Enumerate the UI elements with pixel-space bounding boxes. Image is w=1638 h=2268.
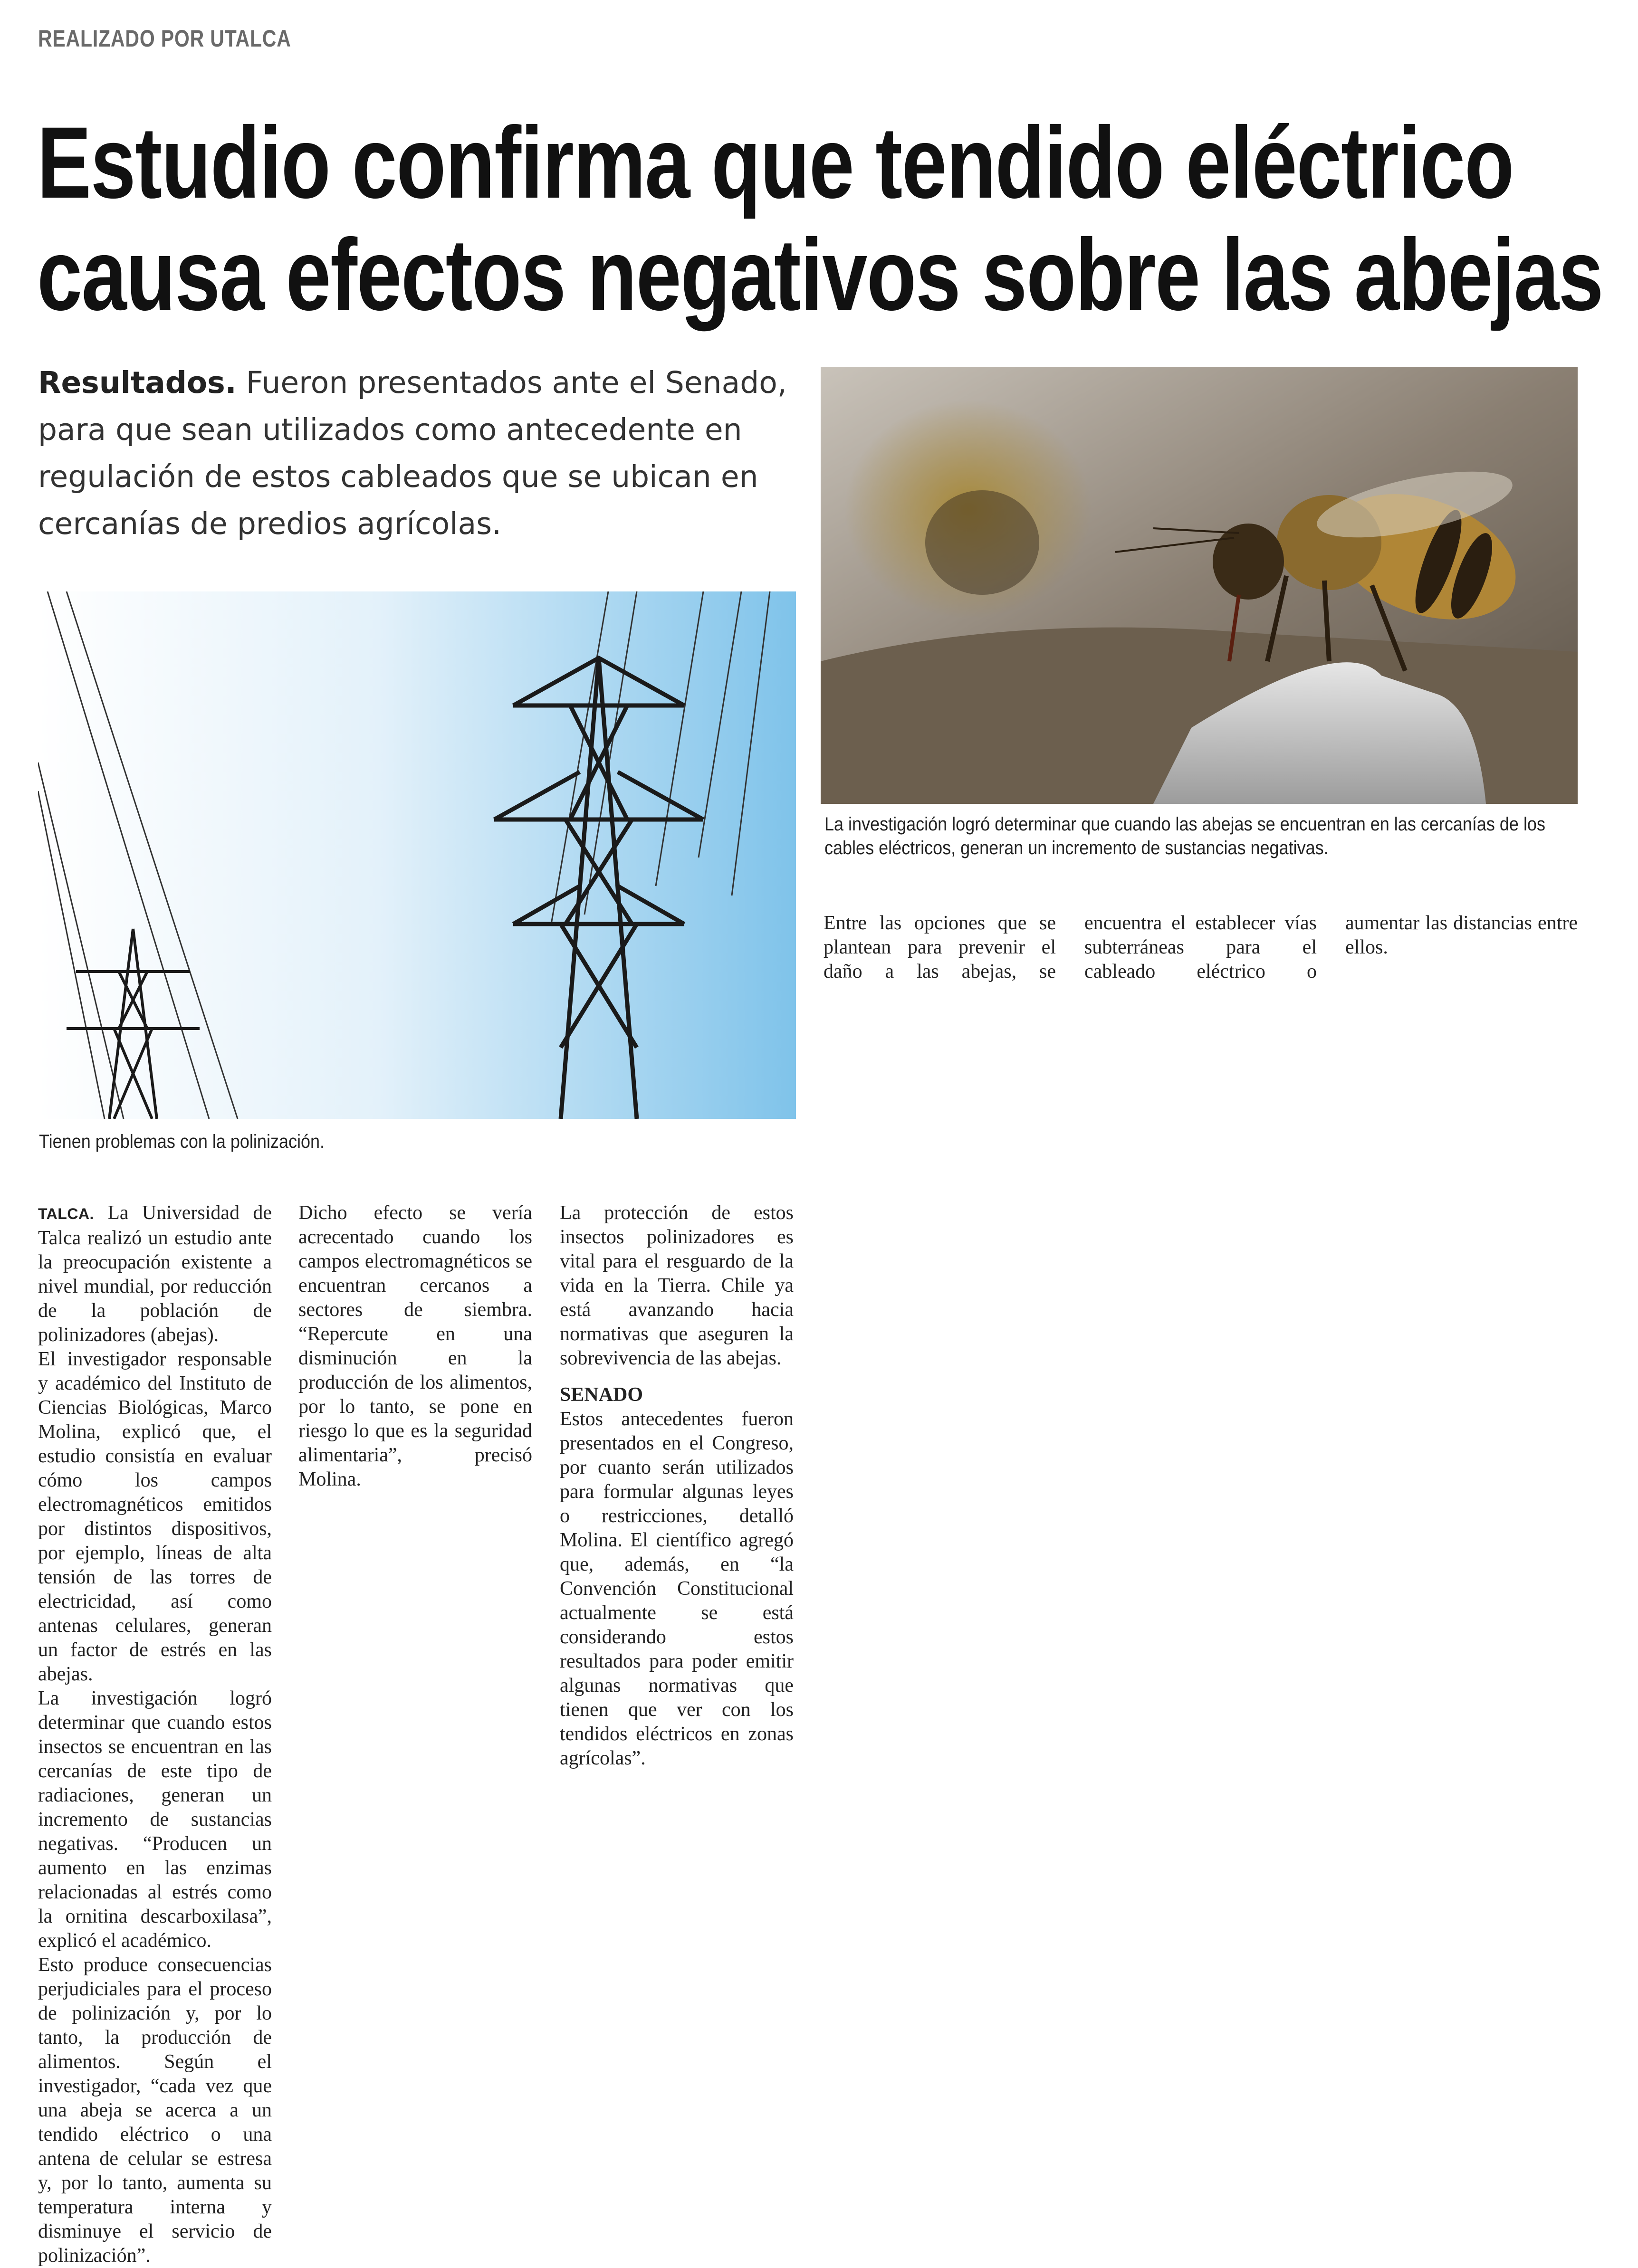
body-paragraph-4: Esto produce consecuencias perjudiciales para el proceso de polinización y, por lo tanto, la producción de alimentos. Según el investigador, “cada vez que una abeja se acerca a un tendido eléctrico o una antena de celular se estresa y, por lo tanto, aumenta su temperatura interna y disminuye el servicio de polinización”.	[38, 1954, 272, 2267]
lead-paragraph	[38, 359, 798, 547]
body-paragraph-6: La protección de estos insectos polinizadores es vital para el resguardo de la vida en la Tierra. Chile ya está avanzando hacia normativas que aseguren la sobrevivencia de las abejas.	[560, 1202, 794, 1369]
bees-illustration	[821, 367, 1578, 804]
dateline: TALCA.	[38, 1205, 94, 1222]
headline	[37, 106, 1603, 332]
body-paragraph-1: TALCA. La Universidad de Talca realizó un estudio ante la preocupación existente a nivel mundial, por reducción de la población de polinizadores (abejas).	[38, 1202, 272, 1346]
body-paragraph-8: Entre las opciones que se plantean para prevenir el daño a las abejas, se encuentra el establecer vías subterráneas para el cableado eléctrico o aumentar las distancias entre ellos.	[824, 912, 1578, 982]
lead-text: Fueron presentados ante el Senado, para que sean utilizados como antecedente en regulación de estos cableados que se ubican en cercanías de predios agrícolas.	[38, 365, 787, 541]
headline-line-1: Estudio confirma que tendido eléctrico	[37, 106, 1513, 219]
headline-line-2: causa efectos negativos sobre las abejas	[37, 218, 1603, 332]
towers-illustration	[38, 591, 796, 1119]
body-column-4	[824, 911, 1578, 984]
body-paragraph-2: El investigador responsable y académico del Instituto de Ciencias Biológicas, Marco Molina, explicó que, el estudio consistía en evaluar cómo los campos electromagnéticos emitidos por distintos dispositivos, por ejemplo, líneas de alta tensión de las torres de electricidad, así como antenas celulares, generan un factor de estrés en las abejas.	[38, 1348, 272, 1685]
bees-photo	[821, 367, 1578, 804]
bees-photo-caption: La investigación logró determinar que cuando las abejas se encuentran en las cercanías de los cables eléctricos, generan un incremento de sustancias negativas.	[824, 814, 1545, 858]
body-paragraph-3: La investigación logró determinar que cuando estos insectos se encuentran en las cercanías de este tipo de radiaciones, generan un incremento de sustancias negativas. “Producen un aumento en las enzimas relacionadas al estrés como la ornitina descarboxilasa”, explicó el académico.	[38, 1687, 272, 1952]
body-column-1	[38, 1201, 272, 2268]
towers-photo-caption: Tienen problemas con la polinización.	[39, 1131, 325, 1152]
body-subhead-senado: SENADO	[560, 1384, 643, 1406]
towers-photo	[38, 591, 796, 1119]
body-column-3	[560, 1201, 794, 1771]
body-paragraph-7: Estos antecedentes fueron presentados en el Congreso, por cuanto serán utilizados para formular algunas leyes o restricciones, detalló Molina. El científico agregó que, además, en “la Convención Constitucional actualmente se está considerando estos resultados para poder emitir algunas normativas que tienen que ver con los tendidos eléctricos en zonas agrícolas”.	[560, 1408, 794, 1769]
lead-label: Resultados.	[38, 365, 237, 400]
body-column-2	[298, 1201, 532, 1492]
section-kicker: REALIZADO POR UTALCA	[38, 25, 291, 52]
body-paragraph-5: Dicho efecto se vería acrecentado cuando los campos electromagnéticos se encuentran cercanos a sectores de siembra. “Repercute en una disminución en la producción de los alimentos, por lo tanto, se pone en riesgo lo que es la seguridad alimentaria”, precisó Molina.	[298, 1202, 532, 1490]
